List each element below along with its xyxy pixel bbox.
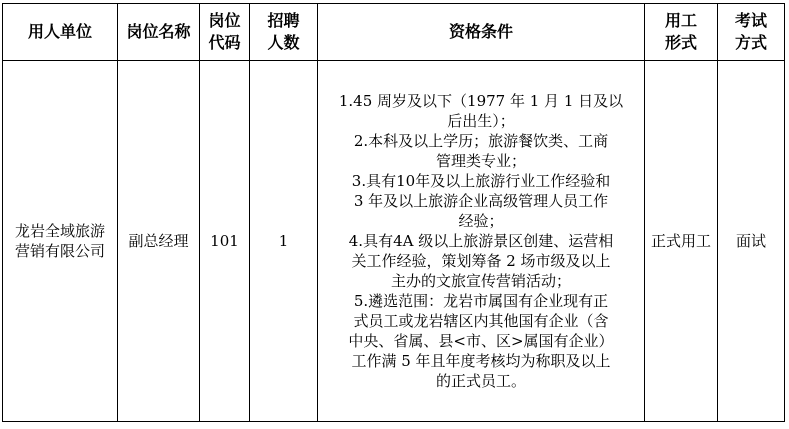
- qualification-line: 5.遴选范围：龙岩市属国有企业现有正: [353, 292, 609, 310]
- qualification-line: 经验；: [458, 212, 504, 230]
- qualification-line: 3.具有10年及以上旅游行业工作经验和: [351, 172, 611, 190]
- header-position-code: 岗位 代码: [200, 4, 250, 61]
- qualification-line: 式员工或龙岩辖区内其他国有企业（含: [353, 312, 609, 330]
- header-position-name: 岗位名称: [118, 4, 200, 61]
- cell-exam-method: 面试: [718, 61, 785, 422]
- cell-position-name: 副总经理: [118, 61, 200, 422]
- qualification-line: 的正式员工。: [435, 372, 526, 390]
- cell-qualifications: [318, 61, 645, 422]
- qualification-line: 主办的文旅宣传营销活动；: [390, 272, 571, 290]
- cell-employment-form: 正式用工: [645, 61, 718, 422]
- qualification-line: 2.本科及以上学历；旅游餐饮类、工商: [353, 132, 609, 150]
- header-employment-form: 用工 形式: [645, 4, 718, 61]
- recruitment-table: [2, 3, 785, 422]
- qualification-line: 后出生）；: [447, 112, 515, 130]
- qualification-line: 4.具有4A 级以上旅游景区创建、运营相: [348, 232, 614, 250]
- header-headcount: 招聘 人数: [250, 4, 318, 61]
- cell-unit: 龙岩全域旅游 营销有限公司: [3, 61, 118, 422]
- qualification-line: 中央、省属、县<市、区>属国有企业）: [348, 332, 614, 350]
- qualification-line: 关工作经验，策划筹备 2 场市级及以上: [351, 252, 611, 270]
- header-exam-method: 考试 方式: [718, 4, 785, 61]
- qualification-line: 1.45 周岁及以下（1977 年 1 月 1 日及以: [338, 92, 624, 110]
- qualification-line: 3 年及以上旅游企业高级管理人员工作: [353, 192, 609, 210]
- cell-position-code: 101: [200, 61, 250, 422]
- header-qualifications: 资格条件: [318, 4, 645, 61]
- qualification-line: 管理类专业；: [435, 152, 526, 170]
- cell-headcount: 1: [250, 61, 318, 422]
- table-row: [3, 61, 785, 422]
- header-unit: 用人单位: [3, 4, 118, 61]
- qualification-line: 工作满 5 年且年度考核均为称职及以上: [351, 352, 611, 370]
- header-row: [3, 4, 785, 61]
